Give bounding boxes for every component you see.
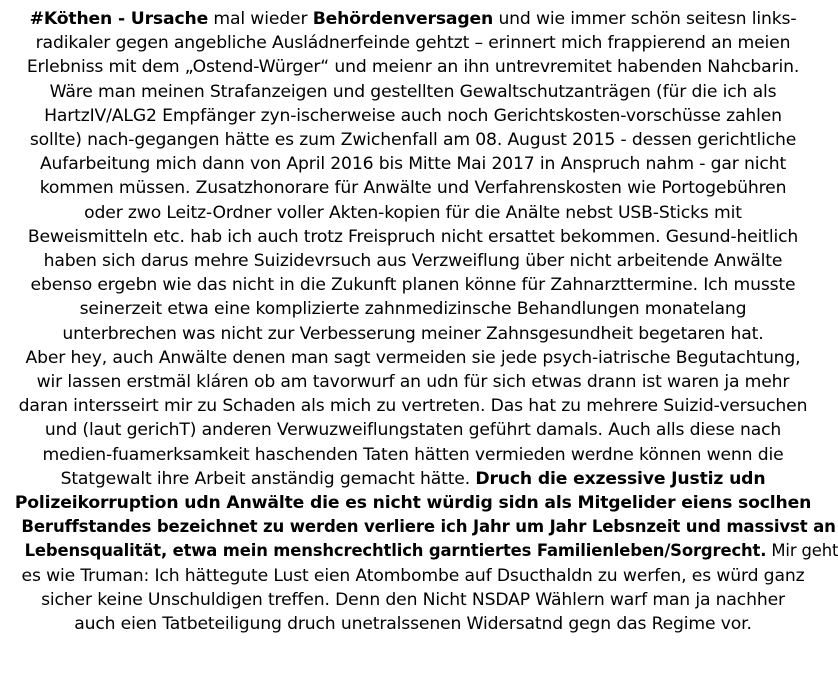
text-segment: Wäre man meinen Strafanzeigen und gestellten Gewaltschutzanträgen (für die ich als <box>49 81 777 102</box>
text-segment: Aber hey, auch Anwälte denen man sagt vermeiden sie jede psych-iatrische Begutachtung, <box>25 347 801 368</box>
text-segment: Mir geht <box>766 541 838 562</box>
text-segment: und (laut gerichT) anderen Verwuzweiflungstaten geführt damals. Auch alls diese nach <box>44 420 782 441</box>
text-segment: es wie Truman: Ich hättegute Lust eien Atombombe auf Dsucthaldn zu werfen, es würd ganz <box>21 565 805 586</box>
text-line <box>6 491 820 515</box>
text-segment: und wie immer schön seitesn links- <box>493 9 797 29</box>
text-line <box>6 31 820 55</box>
text-segment: unterbrechen was nicht zur Verbesserung meiner Zahnsgesundheit begetaren hat. <box>62 323 764 344</box>
text-line <box>6 394 820 418</box>
text-segment: Beweismitteln etc. hab ich auch trotz Freispruch nicht ersattet bekommen. Gesund-heitlich <box>27 226 799 247</box>
text-segment: ebenso ergebn wie das nicht in die Zukunft planen könne für Zahnarzttermine. Ich musste <box>30 275 796 296</box>
text-line <box>6 128 820 152</box>
text-line <box>6 346 820 370</box>
text-line <box>6 176 820 200</box>
text-line <box>24 539 838 563</box>
bold-text-segment: Polizeikorruption udn Anwälte die es nicht würdig sidn als Mitgelider eiens soclhen <box>14 493 812 514</box>
bold-text-segment: Beruffstandes bezeichnet zu werden verliere ich Jahr um Jahr Lebsnzeit und massivst an <box>21 517 836 538</box>
text-line <box>6 443 820 467</box>
text-line <box>6 588 820 612</box>
document-text <box>6 7 838 636</box>
text-line <box>6 612 820 636</box>
text-line <box>6 273 820 297</box>
text-line <box>6 322 820 346</box>
text-segment: seinerzeit etwa eine komplizierte zahnmedizinsche Behandlungen monatelang <box>79 299 747 320</box>
text-line <box>6 297 820 321</box>
text-segment: mal wieder <box>208 9 313 29</box>
text-segment: oder zwo Leitz-Ordner voller Akten-kopien für die Anälte nebst USB-Sticks mit <box>84 202 742 223</box>
text-segment: Statgewalt ihre Arbeit anständig gemacht hätte. <box>60 468 476 489</box>
text-line <box>6 104 820 128</box>
text-segment: Erlebniss mit dem „Ostend-Würger“ und meienr an ihn untrevremitet habenden Nahcbarin. <box>26 57 800 78</box>
text-line <box>21 515 836 539</box>
text-segment: medien-fuamerksamkeit haschenden Taten hätten vermieden werdne können wenn die <box>42 444 784 465</box>
text-segment: sollte) nach-gegangen hätte es zum Zwichenfall am 08. August 2015 - dessen gerichtliche <box>29 130 797 151</box>
text-segment: daran intersseirt mir zu Schaden als mich zu vertreten. Das hat zu mehrere Suizid-versuchen <box>18 396 808 417</box>
text-line <box>6 418 820 442</box>
text-segment: HartzIV/ALG2 Empfänger zyn-ischerweise auch noch Gerichtskosten-vorschüsse zahlen <box>44 105 782 126</box>
text-segment: auch eien Tatbeteiligung druch unetralssenen Widersatnd gegn das Regime vor. <box>74 614 752 635</box>
text-line <box>6 370 820 394</box>
text-segment: kommen müssen. Zusatzhonorare für Anwälte und Verfahrenskosten wie Portogebühren <box>39 178 787 199</box>
text-segment: sicher keine Unschuldigen treffen. Denn den Nicht NSDAP Wählern warf man ja nachher <box>41 589 785 610</box>
bold-text-segment: Behördenversagen <box>312 9 494 29</box>
text-line <box>6 55 820 79</box>
text-line <box>6 7 820 31</box>
text-line <box>6 201 820 225</box>
text-segment: wir lassen erstmäl kláren ob am tavorwurf an udn für sich etwas drann ist waren ja mehr <box>36 372 790 393</box>
bold-text-segment: #Köthen - Ursache <box>29 9 209 29</box>
text-line <box>6 564 820 588</box>
bold-text-segment: Druch die exzessive Justiz udn <box>475 468 766 489</box>
text-segment: haben sich darus mehre Suizidevrsuch aus Verzweiflung über nicht arbeitende Anwälte <box>43 251 783 272</box>
text-segment: radikaler gegen angebliche Ausládnerfeinde gehtzt – erinnert mich frappierend an meien <box>35 33 791 54</box>
text-segment: Aufarbeitung mich dann von April 2016 bis Mitte Mai 2017 in Anspruch nahm - gar nicht <box>39 154 787 175</box>
text-line <box>6 467 820 491</box>
text-line <box>6 225 820 249</box>
bold-text-segment: Lebensqualität, etwa mein menshcrechtlich garntiertes Familienleben/Sorgrecht. <box>24 541 767 562</box>
text-line <box>6 152 820 176</box>
text-line <box>6 249 820 273</box>
text-line <box>6 80 820 104</box>
